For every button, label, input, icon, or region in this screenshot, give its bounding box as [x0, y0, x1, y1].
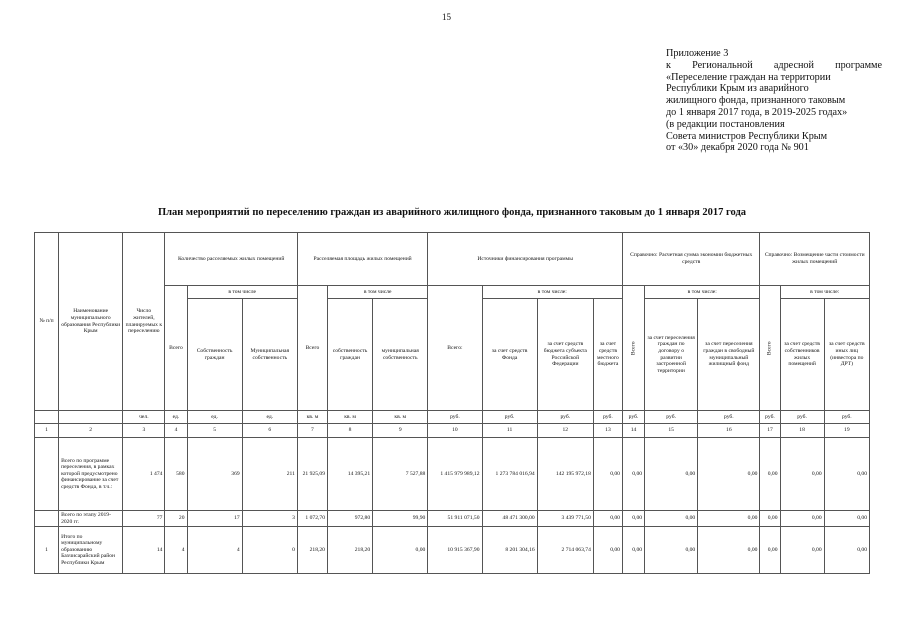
row-value: 0,00 — [760, 527, 780, 574]
row-value: 0,00 — [698, 527, 760, 574]
row-value: 0,00 — [824, 527, 869, 574]
row-value: 0,00 — [824, 438, 869, 511]
appendix-line-4: Республики Крым из аварийного — [666, 83, 809, 95]
column-number: 17 — [760, 424, 780, 438]
header-financing-group: Источники финансирования программы — [428, 233, 623, 286]
appendix-line-1: Приложение 3 — [666, 48, 729, 59]
row-value: 99,90 — [373, 511, 428, 527]
appendix-line-8: Совета министров Республики Крым — [666, 130, 828, 142]
table-row — [35, 527, 870, 574]
column-number: 18 — [780, 424, 824, 438]
header-incl: в том числе: — [482, 286, 622, 299]
header-municipal-property: Муниципальная собственность — [242, 299, 297, 411]
row-value: 10 915 367,90 — [428, 527, 482, 574]
resettlement-plan-table — [34, 232, 870, 574]
row-value: 972,80 — [327, 511, 372, 527]
header-incl: в том числе: — [645, 286, 760, 299]
header-own-funds: за счет средств собственников жилых помещений — [780, 299, 824, 411]
row-value: 580 — [165, 438, 187, 511]
appendix-line-3: «Переселение граждан на территории — [666, 71, 831, 83]
row-value: 1 273 784 016,94 — [482, 438, 537, 511]
row-value: 14 — [123, 527, 165, 574]
column-number: 13 — [593, 424, 622, 438]
header-row-groups — [35, 233, 870, 286]
column-number: 3 — [123, 424, 165, 438]
row-name: Всего по программе переселения, в рамках которой предусмотрено финансирование за счет средств Фонда, в т.ч.: — [59, 438, 123, 511]
header-local-budget: за счет средств местного бюджета — [593, 299, 622, 411]
row-value: 1 072,70 — [297, 511, 327, 527]
header-subject-budget: за счет средств бюджета субъекта Российской Федерации — [537, 299, 593, 411]
appendix-word: Региональной — [692, 59, 753, 71]
header-area-total: Всего — [297, 286, 327, 411]
column-number: 19 — [824, 424, 869, 438]
header-savings-total — [622, 286, 644, 411]
column-number: 5 — [187, 424, 242, 438]
header-residents: Число жителей, планируемых к переселению — [123, 233, 165, 411]
header-count-group: Количество расселяемых жилых помещений — [165, 233, 297, 286]
units-cell — [59, 411, 123, 424]
units-cell: руб. — [537, 411, 593, 424]
units-cell: руб. — [482, 411, 537, 424]
row-value: 0,00 — [645, 438, 698, 511]
appendix-word: адресной — [773, 59, 814, 71]
appendix-line-6: до 1 января 2017 года, в 2019-2025 годах» — [666, 106, 848, 118]
row-value: 3 — [242, 511, 297, 527]
row-value: 0 — [242, 527, 297, 574]
row-number: 1 — [35, 527, 59, 574]
header-citizens-property: Собственность граждан — [187, 299, 242, 411]
header-num: № п/п — [35, 233, 59, 411]
row-value: 51 911 071,50 — [428, 511, 482, 527]
row-value: 0,00 — [760, 511, 780, 527]
units-cell: руб. — [760, 411, 780, 424]
units-cell: руб. — [780, 411, 824, 424]
row-value: 3 439 771,50 — [537, 511, 593, 527]
row-value: 20 — [165, 511, 187, 527]
row-value: 218,20 — [297, 527, 327, 574]
units-cell: ед. — [242, 411, 297, 424]
row-value: 211 — [242, 438, 297, 511]
header-area-group: Расселяемая площадь жилых помещений — [297, 233, 427, 286]
row-value: 142 195 972,18 — [537, 438, 593, 511]
appendix-line-7: (в редакции постановления — [666, 118, 785, 130]
column-number: 7 — [297, 424, 327, 438]
column-number: 16 — [698, 424, 760, 438]
table-row — [35, 511, 870, 527]
column-number: 9 — [373, 424, 428, 438]
appendix-word: к — [666, 59, 671, 71]
row-value: 0,00 — [622, 511, 644, 527]
header-fin-total: Всего: — [428, 286, 482, 411]
header-reimbursement-group: Справочно: Возмещение части стоимости жилых помещений — [760, 233, 870, 286]
header-area-municipal: муниципальная собственность — [373, 299, 428, 411]
units-cell — [35, 411, 59, 424]
column-number: 10 — [428, 424, 482, 438]
row-value: 4 — [165, 527, 187, 574]
document-title: План мероприятий по переселению граждан из аварийного жилищного фонда, признанного таковым до 1 января 2017 года — [157, 207, 747, 218]
row-value: 17 — [187, 511, 242, 527]
row-value: 0,00 — [780, 511, 824, 527]
column-number: 8 — [327, 424, 372, 438]
header-fund: за счет средств Фонда — [482, 299, 537, 411]
row-value: 4 — [187, 527, 242, 574]
row-number — [35, 438, 59, 511]
header-incl: в том числе — [187, 286, 297, 299]
header-area-citizens: собственность граждан — [327, 299, 372, 411]
row-value: 77 — [123, 511, 165, 527]
units-cell: кв. м — [373, 411, 428, 424]
row-value: 7 527,88 — [373, 438, 428, 511]
units-cell: кв. м — [327, 411, 372, 424]
row-value: 48 471 300,00 — [482, 511, 537, 527]
row-value: 8 201 304,16 — [482, 527, 537, 574]
appendix-line-2 — [666, 60, 882, 72]
header-reimb-total — [760, 286, 780, 411]
row-value: 0,00 — [645, 511, 698, 527]
header-name: Наименование муниципального образования Республики Крым — [59, 233, 123, 411]
appendix-word: программе — [835, 59, 882, 71]
units-cell: руб. — [593, 411, 622, 424]
header-savings-free: за счет переселения граждан в свободный муниципальный жилищный фонд — [698, 299, 760, 411]
units-cell: кв. м — [297, 411, 327, 424]
column-number: 1 — [35, 424, 59, 438]
row-value: 1 415 979 989,12 — [428, 438, 482, 511]
row-value: 0,00 — [645, 527, 698, 574]
units-cell: руб. — [622, 411, 644, 424]
appendix-line-5: жилищного фонда, признанного таковым — [666, 95, 846, 107]
row-value: 0,00 — [622, 438, 644, 511]
row-name: Итого по муниципальному образованию Бахчисарайский район Республики Крым — [59, 527, 123, 574]
column-number: 15 — [645, 424, 698, 438]
row-value: 218,20 — [327, 527, 372, 574]
row-value: 0,00 — [780, 527, 824, 574]
header-savings-contract: за счет переселения граждан по договору о развитии застроенной территории — [645, 299, 698, 411]
row-value: 0,00 — [824, 511, 869, 527]
units-cell: руб. — [824, 411, 869, 424]
column-number: 14 — [622, 424, 644, 438]
row-value: 0,00 — [593, 511, 622, 527]
header-reimb-total-label: Всего — [766, 341, 773, 355]
header-savings-total-label: Всего — [630, 341, 637, 355]
row-value: 0,00 — [698, 511, 760, 527]
row-value: 369 — [187, 438, 242, 511]
row-value: 14 395,21 — [327, 438, 372, 511]
header-savings-group: Справочно: Расчетная сумма экономии бюджетных средств — [622, 233, 759, 286]
row-value: 2 714 063,74 — [537, 527, 593, 574]
units-cell: руб. — [645, 411, 698, 424]
page-number: 15 — [442, 12, 451, 22]
column-number: 4 — [165, 424, 187, 438]
units-cell: руб. — [698, 411, 760, 424]
header-other: за счет средств иных лиц (инвестора по ДРТ) — [824, 299, 869, 411]
column-numbers-row — [35, 424, 870, 438]
column-number: 12 — [537, 424, 593, 438]
appendix-line-9: от «30» декабря 2020 года № 901 — [666, 142, 809, 154]
row-value: 1 474 — [123, 438, 165, 511]
row-name: Всего по этапу 2019-2020 гг. — [59, 511, 123, 527]
row-value: 0,00 — [593, 438, 622, 511]
row-value: 21 925,09 — [297, 438, 327, 511]
units-cell: ед. — [187, 411, 242, 424]
units-cell: ед. — [165, 411, 187, 424]
units-row — [35, 411, 870, 424]
header-incl: в том числе: — [780, 286, 869, 299]
row-number — [35, 511, 59, 527]
row-value: 0,00 — [780, 438, 824, 511]
column-number: 2 — [59, 424, 123, 438]
row-value: 0,00 — [760, 438, 780, 511]
row-value: 0,00 — [622, 527, 644, 574]
appendix-header — [666, 48, 886, 154]
column-number: 6 — [242, 424, 297, 438]
table-row — [35, 438, 870, 511]
row-value: 0,00 — [593, 527, 622, 574]
units-cell: руб. — [428, 411, 482, 424]
row-value: 0,00 — [373, 527, 428, 574]
header-count-total: Всего — [165, 286, 187, 411]
column-number: 11 — [482, 424, 537, 438]
header-incl: в том числе — [327, 286, 427, 299]
row-value: 0,00 — [698, 438, 760, 511]
units-cell: чел. — [123, 411, 165, 424]
